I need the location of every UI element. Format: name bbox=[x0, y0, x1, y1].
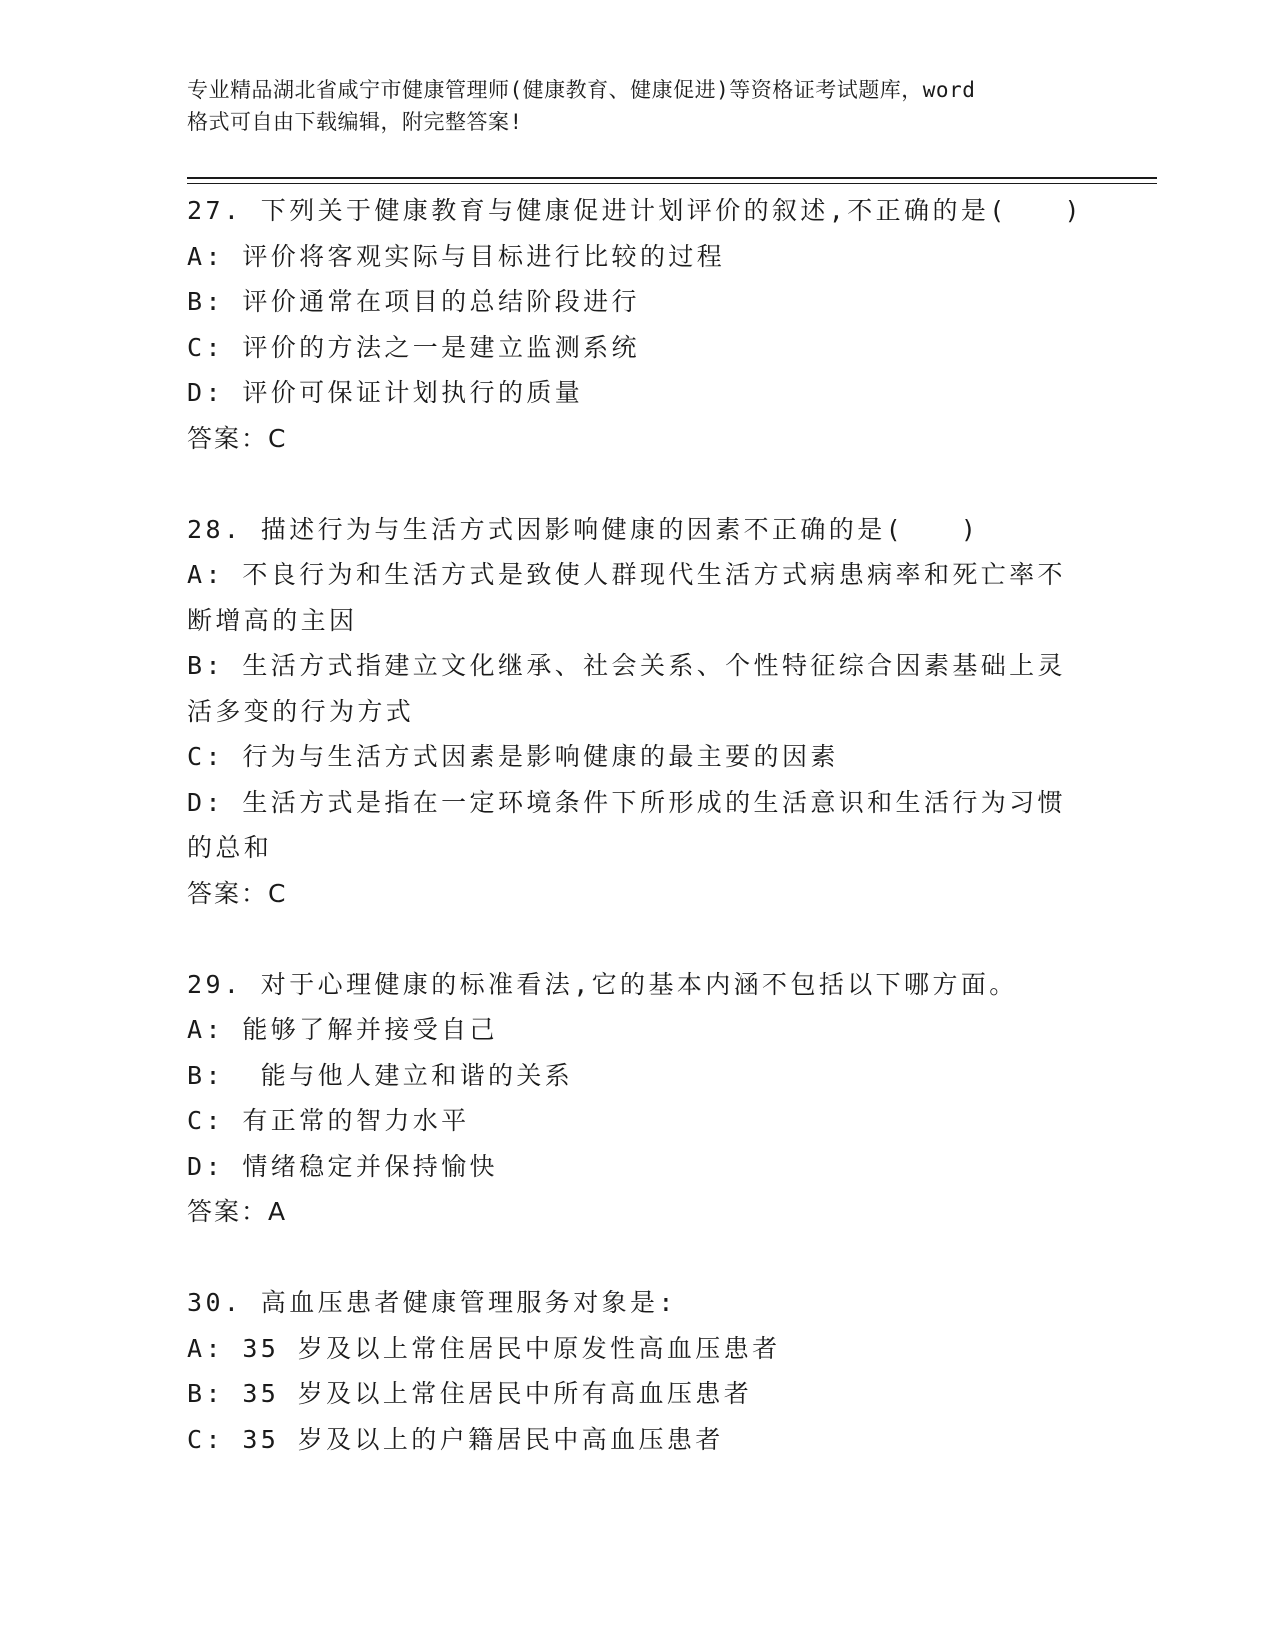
option-a: A: 35 岁及以上常住居民中原发性高血压患者 bbox=[187, 1333, 781, 1363]
option-a: A: 能够了解并接受自己 bbox=[187, 1015, 498, 1044]
question-stem: 28. 描述行为与生活方式因影响健康的因素不正确的是( ) bbox=[187, 514, 980, 544]
question-29 bbox=[187, 962, 1087, 1235]
option-c: C: 评价的方法之一是建立监测系统 bbox=[187, 332, 640, 362]
question-28 bbox=[187, 507, 1087, 917]
option-b: B: 评价通常在项目的总结阶段进行 bbox=[187, 287, 640, 316]
option-a: A: 不良行为和生活方式是致使人群现代生活方式病患病率和死亡率不断增高的主因 bbox=[187, 560, 1066, 635]
question-stem: 27. 下列关于健康教育与健康促进计划评价的叙述,不正确的是( ) bbox=[187, 196, 1083, 225]
option-b: B: 能与他人建立和谐的关系 bbox=[187, 1060, 574, 1090]
option-d: D: 情绪稳定并保持愉快 bbox=[187, 1151, 498, 1181]
answer-label: 答案：C bbox=[187, 423, 288, 453]
question-list bbox=[187, 188, 1087, 1462]
question-spacer bbox=[187, 461, 1087, 507]
document-header bbox=[187, 74, 1087, 138]
header-divider-thick bbox=[187, 177, 1157, 179]
question-27 bbox=[187, 188, 1087, 461]
option-b: B: 生活方式指建立文化继承、社会关系、个性特征综合因素基础上灵活多变的行为方式 bbox=[187, 651, 1066, 726]
header-line-1: 专业精品湖北省咸宁市健康管理师(健康教育、健康促进)等资格证考试题库，word bbox=[187, 78, 976, 102]
option-d: D: 评价可保证计划执行的质量 bbox=[187, 378, 584, 407]
question-spacer bbox=[187, 916, 1087, 962]
option-b: B: 35 岁及以上常住居民中所有高血压患者 bbox=[187, 1379, 753, 1408]
question-30 bbox=[187, 1280, 1087, 1462]
option-a: A: 评价将客观实际与目标进行比较的过程 bbox=[187, 241, 726, 271]
question-stem: 29. 对于心理健康的标准看法,它的基本内涵不包括以下哪方面。 bbox=[187, 969, 1018, 999]
header-divider-thin bbox=[187, 183, 1157, 184]
option-c: C: 35 岁及以上的户籍居民中高血压患者 bbox=[187, 1424, 724, 1454]
option-d: D: 生活方式是指在一定环境条件下所形成的生活意识和生活行为习惯的总和 bbox=[187, 787, 1066, 862]
question-spacer bbox=[187, 1235, 1087, 1281]
option-c: C: 行为与生活方式因素是影响健康的最主要的因素 bbox=[187, 742, 839, 771]
option-c: C: 有正常的智力水平 bbox=[187, 1106, 470, 1135]
question-stem: 30. 高血压患者健康管理服务对象是: bbox=[187, 1288, 677, 1317]
answer-label: 答案：A bbox=[187, 1197, 288, 1226]
answer-label: 答案：C bbox=[187, 878, 288, 908]
header-line-2: 格式可自由下载编辑，附完整答案! bbox=[187, 110, 523, 134]
